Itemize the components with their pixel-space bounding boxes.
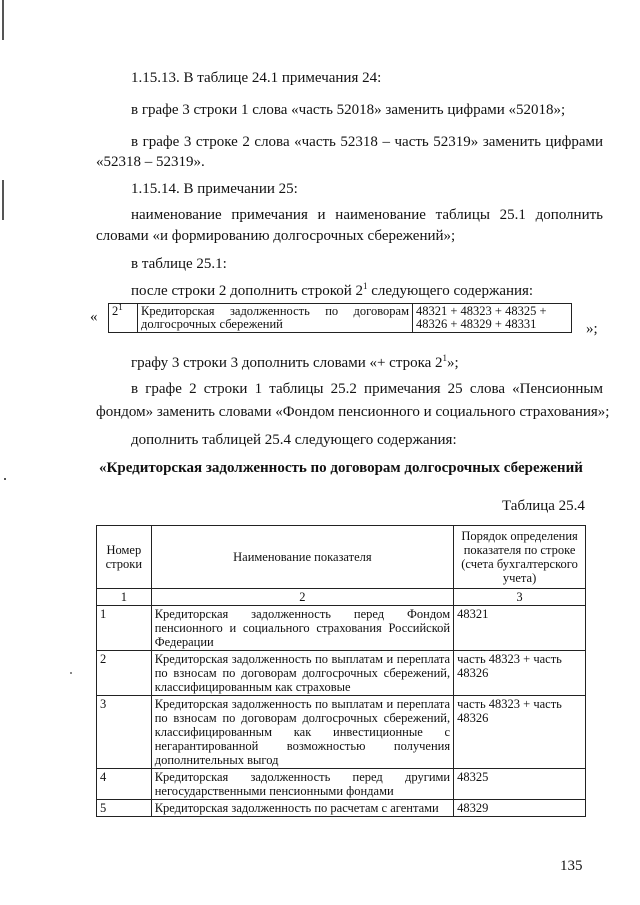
open-quote: « <box>90 309 98 325</box>
table-caption: Таблица 25.4 <box>502 498 585 514</box>
table-row <box>97 800 586 817</box>
paragraph-table-25-1: в таблице 25.1: <box>131 256 227 272</box>
header-row-number: Номер строки <box>97 526 152 589</box>
row-number: 4 <box>97 769 152 800</box>
paragraph-table-25-2-line2: фондом» заменить словами «Фондом пенсионного и социального страхования»; <box>96 404 610 420</box>
scan-artifact <box>2 0 4 40</box>
close-quote: »; <box>586 321 598 337</box>
header-determination-order: Порядок определения показателя по строке (счета бухгалтерского учета) <box>454 526 586 589</box>
paragraph-add-table: дополнить таблицей 25.4 следующего содержания: <box>131 432 457 448</box>
row-name: Кредиторская задолженность перед Фондом пенсионного и социального страхования Российской Федерации <box>151 606 453 651</box>
table-row <box>97 769 586 800</box>
row-accounts: часть 48323 + часть 48326 <box>454 651 586 696</box>
table-column-numbers <box>97 589 586 606</box>
table-row <box>97 651 586 696</box>
row-number: 5 <box>97 800 152 817</box>
inline-table-block <box>90 301 606 345</box>
paragraph-note-name-line2: словами «и формированию долгосрочных сбережений»; <box>96 228 456 244</box>
row-accounts: 48329 <box>454 800 586 817</box>
scan-artifact <box>4 478 6 480</box>
inline-table <box>108 303 572 333</box>
column-number: 3 <box>454 589 586 606</box>
section-title: «Кредиторская задолженность по договорам долгосрочных сбережений <box>99 460 583 476</box>
inline-row-number: $2^1$ <box>109 304 138 333</box>
inline-row-formula: 48321 + 48323 + 48325 + 48326 + 48329 + 48331 <box>413 304 572 333</box>
paragraph-replace-52018: в графе 3 строки 1 слова «часть 52018» заменить цифрами «52018»; <box>131 102 566 118</box>
inline-row-name: Кредиторская задолженность по договорам долгосрочных сбережений <box>138 304 413 333</box>
column-number: 2 <box>151 589 453 606</box>
row-number: 1 <box>97 606 152 651</box>
row-name: Кредиторская задолженность по выплатам и переплата по взносам по договорам долгосрочных сбережений, классифицированным как инвестиционные с негарантированной возможностью получения дополнительных выгод <box>151 696 453 769</box>
row-number: 3 <box>97 696 152 769</box>
header-indicator-name: Наименование показателя <box>151 526 453 589</box>
row-name: Кредиторская задолженность по расчетам с агентами <box>151 800 453 817</box>
table-header-row <box>97 526 586 589</box>
row-name: Кредиторская задолженность по выплатам и переплата по взносам по договорам долгосрочных сбережений, классифицированным как страховые <box>151 651 453 696</box>
paragraph-1-15-14: 1.15.14. В примечании 25: <box>131 181 298 197</box>
scan-artifact <box>2 180 4 220</box>
paragraph-replace-52318-line1: в графе 3 строке 2 слова «часть 52318 – часть 52319» заменить цифрами <box>131 134 603 150</box>
main-table <box>96 525 586 817</box>
table-row <box>109 304 572 333</box>
table-row <box>97 606 586 651</box>
paragraph-add-row: после строки 2 дополнить строкой $2^1$ следующего содержания: <box>131 281 534 299</box>
row-number: 2 <box>97 651 152 696</box>
column-number: 1 <box>97 589 152 606</box>
paragraph-1-15-13: 1.15.13. В таблице 24.1 примечания 24: <box>131 70 382 86</box>
row-accounts: часть 48323 + часть 48326 <box>454 696 586 769</box>
paragraph-replace-52318-line2: «52318 – 52319». <box>96 154 205 170</box>
row-accounts: 48321 <box>454 606 586 651</box>
paragraph-column-3: графу 3 строки 3 дополнить словами «+ строка $2^1$»; <box>131 353 459 371</box>
scan-artifact <box>70 672 72 674</box>
page-number: 135 <box>560 858 583 874</box>
paragraph-note-name-line1: наименование примечания и наименование таблицы 25.1 дополнить <box>131 207 603 223</box>
row-accounts: 48325 <box>454 769 586 800</box>
paragraph-table-25-2-line1: в графе 2 строки 1 таблицы 25.2 примечания 25 слова «Пенсионным <box>131 381 603 397</box>
row-name: Кредиторская задолженность перед другими негосударственными пенсионными фондами <box>151 769 453 800</box>
table-row <box>97 696 586 769</box>
